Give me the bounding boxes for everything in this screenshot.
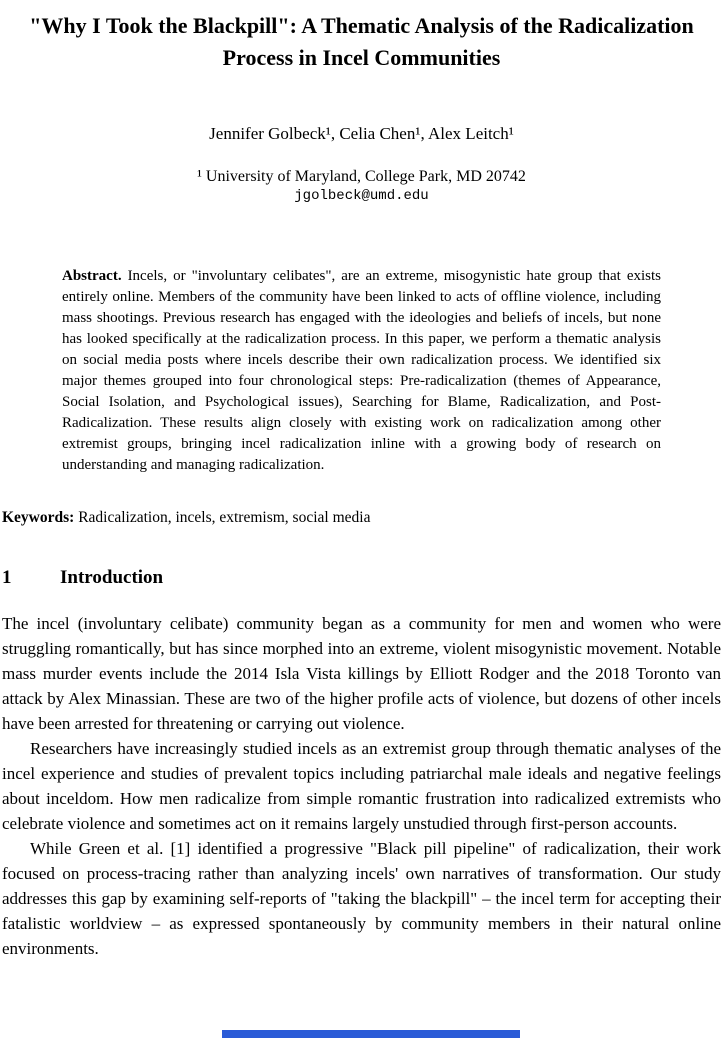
keywords-label: Keywords: <box>2 508 79 526</box>
intro-paragraph-1: The incel (involuntary celibate) community began as a community for men and women who were struggling romantically, but has since morphed into an extreme, violent misogynistic movement. Notable mass murder events include the 2014 Isla Vista killings by Elliott Rodger and the 2018 Toronto van attack by Alex Minassian. These are two of the higher profile acts of violence, but dozens of other incels have been arrested for threatening or carrying out violence. <box>2 613 721 733</box>
section-title: Introduction <box>60 566 164 588</box>
abstract-text: Incels, or "involuntary celibates", are an extreme, misogynistic hate group that exists entirely online. Members of the community have been linked to acts of offline violence, including mass shootings. Previous research has engaged with the ideologies and beliefs of incels, but none has looked specifically at the radicalization process. In this paper, we perform a thematic analysis on social media posts where incels describe their own radicalization process. We identified six major themes grouped into four chronological steps: Pre-radicalization (themes of Appearance, Social Isolation, and Psychological issues), Searching for Blame, Radicalization, and Post-Radicalization. These results align closely with existing work on radicalization among other extremist groups, bringing incel radicalization inline with a growing body of research on understanding and managing radicalization. <box>62 267 661 473</box>
affiliation-line: ¹ University of Maryland, College Park, MD 20742 <box>197 167 526 185</box>
bottom-blue-bar <box>222 1030 520 1038</box>
paper-title: "Why I Took the Blackpill": A Thematic Analysis of the Radicalization Process in Incel Communities <box>29 13 694 70</box>
keywords-line <box>2 509 721 527</box>
authors-line: Jennifer Golbeck¹, Celia Chen¹, Alex Leitch¹ <box>209 123 514 143</box>
intro-paragraph-3: While Green et al. [1] identified a progressive "Black pill pipeline" of radicalization, their work focused on process-tracing rather than analyzing incels' own narratives of transformation. Our study addresses this gap by examining self-reports of "taking the blackpill" – the incel term for accepting their fatalistic worldview – as expressed spontaneously by community members in their natural online environments. <box>2 838 721 958</box>
abstract-block <box>62 266 661 476</box>
intro-paragraph-2: Researchers have increasingly studied incels as an extremist group through thematic analyses of the incel experience and studies of prevalent topics including patriarchal male ideals and negative feelings about inceldom. How men radicalize from simple romantic frustration into radicalized extremists who celebrate violence and sometimes act on it remains largely unstudied through first-person accounts. <box>2 738 721 833</box>
abstract-label: Abstract. <box>62 267 128 284</box>
keywords-text: Radicalization, incels, extremism, social media <box>78 508 371 526</box>
section-heading-introduction <box>2 567 721 589</box>
email-address: jgolbeck@umd.edu <box>294 187 429 204</box>
section-number: 1 <box>2 566 12 588</box>
